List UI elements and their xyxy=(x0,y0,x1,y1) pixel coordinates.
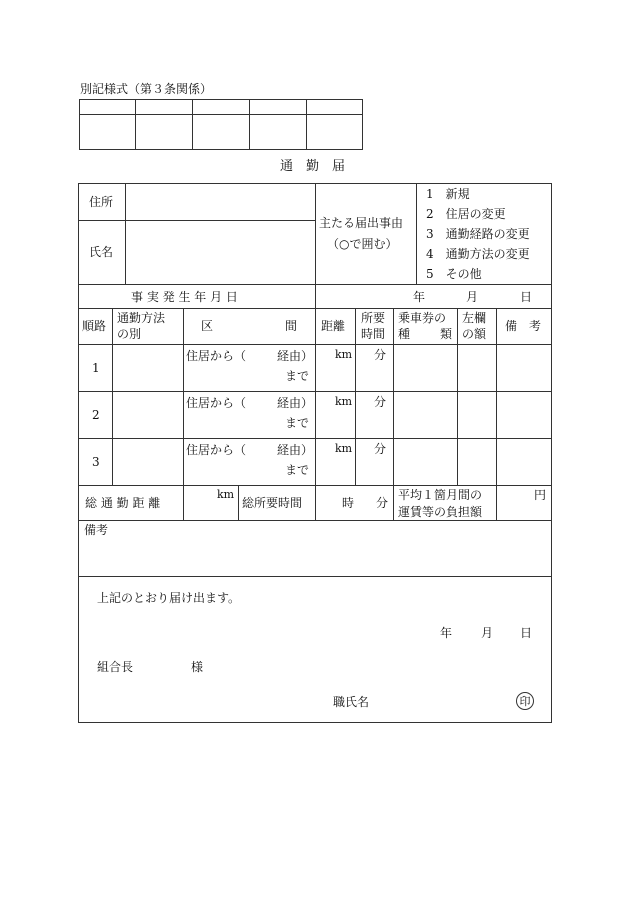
remarks-field[interactable] xyxy=(80,540,550,574)
time-header: 所要 xyxy=(361,311,386,325)
route-from: 住居から（ xyxy=(186,443,247,457)
reason-note: （○で囲む） xyxy=(327,237,398,251)
total-distance-label: 総 通 勤 距 離 xyxy=(85,496,161,510)
ticket-header-2b: 類 xyxy=(440,327,453,341)
route-to: まで xyxy=(285,463,310,477)
addressee-label: 組合長 xyxy=(97,660,134,674)
route-from: 住居から（ xyxy=(186,396,247,410)
minute-unit: 分 xyxy=(374,442,387,456)
route-via: 経由） xyxy=(277,443,314,457)
amount-header-2: の額 xyxy=(462,327,487,341)
fare-label: 平均１箇月間の xyxy=(398,488,483,502)
reason-option[interactable]: 1 新規 xyxy=(426,187,470,201)
page-title: 通 勤 届 xyxy=(280,159,346,174)
distance-unit: km xyxy=(335,395,353,408)
declaration-year: 年 xyxy=(440,626,453,640)
route-from: 住居から（ xyxy=(186,349,247,363)
total-hour-unit: 時 xyxy=(342,496,355,510)
form-label: 別記様式（第３条関係） xyxy=(80,82,213,96)
minute-unit: 分 xyxy=(374,395,387,409)
address-field[interactable] xyxy=(127,186,313,218)
total-km-unit: km xyxy=(217,488,235,501)
ticket-header: 乗車券の xyxy=(398,311,447,325)
reason-option[interactable]: 3 通勤経路の変更 xyxy=(426,227,530,241)
total-time-label: 総所要時間 xyxy=(242,496,303,510)
name-field[interactable] xyxy=(127,223,313,282)
fact-date-day: 日 xyxy=(520,290,533,304)
route-via: 経由） xyxy=(277,349,314,363)
stamp-grid xyxy=(79,99,363,150)
reason-option[interactable]: 4 通勤方法の変更 xyxy=(426,247,530,261)
section-header-2: 間 xyxy=(285,319,298,333)
minute-unit: 分 xyxy=(374,348,387,362)
route-to: まで xyxy=(285,416,310,430)
address-label: 住所 xyxy=(89,195,114,209)
remarks-header: 備 考 xyxy=(505,319,542,333)
table-row-number: 1 xyxy=(92,361,100,375)
amount-header: 左欄 xyxy=(462,311,487,325)
position-name-label: 職氏名 xyxy=(333,695,370,709)
table-row-number: 2 xyxy=(92,408,100,422)
fact-date-year: 年 xyxy=(413,290,426,304)
route-via: 経由） xyxy=(277,396,314,410)
yen-unit: 円 xyxy=(534,488,547,502)
honorific: 様 xyxy=(191,660,204,674)
method-header-2: の別 xyxy=(117,327,142,341)
distance-unit: km xyxy=(335,442,353,455)
time-header-2: 時間 xyxy=(361,327,386,341)
table-row-number: 3 xyxy=(92,455,100,469)
reason-label: 主たる届出事由 xyxy=(319,216,404,230)
ticket-header-2a: 種 xyxy=(398,327,411,341)
route-to: まで xyxy=(285,369,310,383)
distance-unit: km xyxy=(335,348,353,361)
seal-icon: 印 xyxy=(516,692,534,710)
reason-option[interactable]: 5 その他 xyxy=(426,267,482,281)
name-label: 氏名 xyxy=(89,245,114,259)
total-minute-unit: 分 xyxy=(376,496,389,510)
section-header: 区 xyxy=(201,319,214,333)
order-header: 順路 xyxy=(82,319,107,333)
declaration-text: 上記のとおり届け出ます。 xyxy=(97,591,241,605)
method-header: 通勤方法 xyxy=(117,311,166,325)
remarks-label: 備考 xyxy=(84,523,109,537)
distance-header: 距離 xyxy=(321,319,346,333)
declaration-day: 日 xyxy=(520,626,533,640)
declaration-month: 月 xyxy=(481,626,494,640)
reason-option[interactable]: 2 住居の変更 xyxy=(426,207,506,221)
fact-date-month: 月 xyxy=(466,290,479,304)
fare-label-2: 運賃等の負担額 xyxy=(398,505,483,519)
fact-date-label: 事 実 発 生 年 月 日 xyxy=(131,290,238,304)
